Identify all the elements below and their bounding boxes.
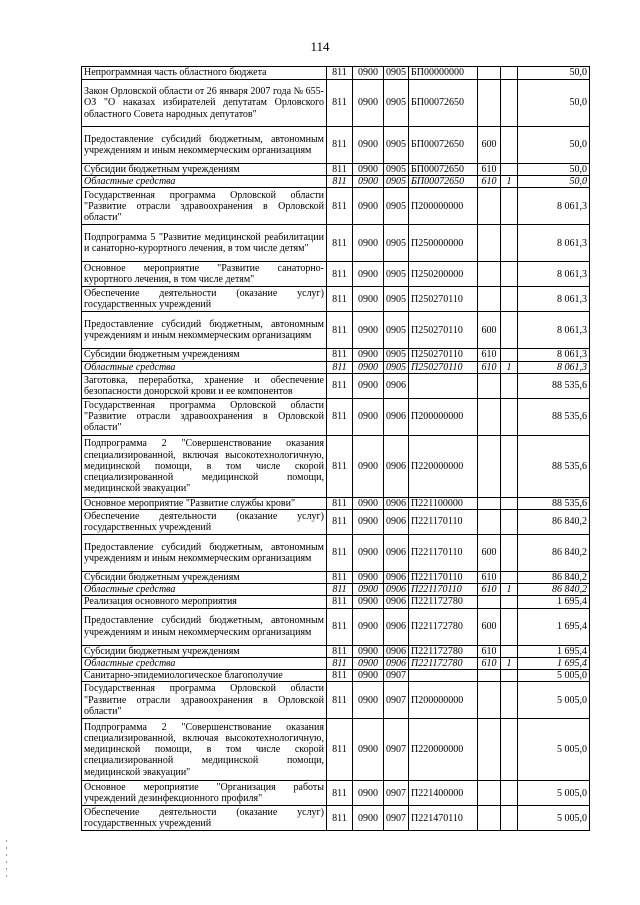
row-section-code: 0900 (353, 361, 384, 373)
row-ministry-code: 811 (327, 572, 353, 584)
row-expense-type (478, 670, 501, 682)
row-subsection-code: 0905 (384, 225, 409, 262)
row-expense-type: 610 (478, 361, 501, 373)
table-row (82, 349, 590, 361)
row-ministry-code: 811 (327, 225, 353, 262)
row-expense-type: 610 (478, 349, 501, 361)
row-ministry-code: 811 (327, 176, 353, 188)
row-subsection-code: 0905 (384, 80, 409, 127)
table-row (82, 497, 590, 509)
row-section-code: 0900 (353, 608, 384, 645)
row-subsection-code: 0905 (384, 164, 409, 176)
row-target-article: П221170110 (409, 510, 478, 535)
row-expense-type (478, 287, 501, 312)
row-subsection-code: 0905 (384, 287, 409, 312)
row-funding-source (501, 572, 518, 584)
row-name: Подпрограмма 2 "Совершенствование оказания специализированной, включая высокотехнологичную, медицинской помощи, в том числе скорой специализированной медицинской помощи, медицинской эвакуации" (82, 719, 327, 781)
table-row (82, 682, 590, 719)
row-ministry-code: 811 (327, 435, 353, 497)
row-subsection-code: 0906 (384, 657, 409, 669)
table-row (82, 188, 590, 225)
row-expense-type (478, 80, 501, 127)
row-expense-type (478, 262, 501, 287)
row-amount: 86 840,2 (518, 535, 590, 572)
row-target-article: БП00072650 (409, 127, 478, 164)
row-funding-source (501, 373, 518, 398)
row-funding-source (501, 596, 518, 608)
row-target-article: П220000000 (409, 719, 478, 781)
row-expense-type (478, 781, 501, 806)
row-expense-type: 600 (478, 608, 501, 645)
row-name: Субсидии бюджетным учреждениям (82, 164, 327, 176)
row-funding-source (501, 645, 518, 657)
table-row (82, 287, 590, 312)
row-expense-type (478, 719, 501, 781)
row-funding-source (501, 719, 518, 781)
row-ministry-code: 811 (327, 312, 353, 349)
row-section-code: 0900 (353, 127, 384, 164)
table-row (82, 510, 590, 535)
row-name: Государственная программа Орловской области "Развитие отрасли здравоохранения в Орловской области" (82, 682, 327, 719)
table-row (82, 657, 590, 669)
row-subsection-code: 0907 (384, 719, 409, 781)
table-row (82, 127, 590, 164)
table-row (82, 312, 590, 349)
row-name: Областные средства (82, 657, 327, 669)
row-funding-source: 1 (501, 584, 518, 596)
row-ministry-code: 811 (327, 682, 353, 719)
row-funding-source (501, 510, 518, 535)
row-section-code: 0900 (353, 510, 384, 535)
row-funding-source (501, 349, 518, 361)
row-target-article: П221100000 (409, 497, 478, 509)
row-amount: 50,0 (518, 176, 590, 188)
row-expense-type (478, 373, 501, 398)
row-subsection-code: 0905 (384, 176, 409, 188)
row-target-article: П200000000 (409, 682, 478, 719)
row-ministry-code: 811 (327, 287, 353, 312)
row-funding-source (501, 67, 518, 80)
table-row (82, 608, 590, 645)
row-section-code: 0900 (353, 596, 384, 608)
row-ministry-code: 811 (327, 67, 353, 80)
row-name: Санитарно-эпидемиологическое благополучие (82, 670, 327, 682)
page-number: 114 (310, 39, 330, 54)
row-expense-type: 610 (478, 572, 501, 584)
row-target-article: П221170110 (409, 572, 478, 584)
row-ministry-code: 811 (327, 596, 353, 608)
row-amount: 50,0 (518, 164, 590, 176)
row-target-article: П221400000 (409, 781, 478, 806)
row-subsection-code: 0905 (384, 361, 409, 373)
table-row (82, 262, 590, 287)
row-name: Обеспечение деятельности (оказание услуг) государственных учреждений (82, 510, 327, 535)
row-name: Обеспечение деятельности (оказание услуг) государственных учреждений (82, 287, 327, 312)
table-row (82, 225, 590, 262)
row-target-article: П250270110 (409, 287, 478, 312)
row-subsection-code: 0907 (384, 682, 409, 719)
row-ministry-code: 811 (327, 781, 353, 806)
row-expense-type: 610 (478, 164, 501, 176)
row-funding-source (501, 188, 518, 225)
row-section-code: 0900 (353, 349, 384, 361)
row-target-article: П221170110 (409, 535, 478, 572)
table-row (82, 373, 590, 398)
row-subsection-code: 0906 (384, 435, 409, 497)
row-target-article: П250270110 (409, 349, 478, 361)
row-ministry-code: 811 (327, 127, 353, 164)
row-ministry-code: 811 (327, 497, 353, 509)
row-name: Подпрограмма 5 "Развитие медицинской реабилитации и санаторно-курортного лечения, в том числе детям" (82, 225, 327, 262)
row-section-code: 0900 (353, 435, 384, 497)
row-expense-type: 610 (478, 584, 501, 596)
table-row (82, 398, 590, 435)
row-ministry-code: 811 (327, 188, 353, 225)
row-subsection-code: 0906 (384, 510, 409, 535)
table-row (82, 670, 590, 682)
table-row (82, 781, 590, 806)
row-subsection-code: 0907 (384, 781, 409, 806)
row-target-article: П250200000 (409, 262, 478, 287)
table-row (82, 584, 590, 596)
row-target-article: П250270110 (409, 361, 478, 373)
row-amount: 50,0 (518, 127, 590, 164)
row-subsection-code: 0906 (384, 572, 409, 584)
row-amount: 5 005,0 (518, 682, 590, 719)
row-target-article: БП00072650 (409, 80, 478, 127)
row-target-article: БП00000000 (409, 67, 478, 80)
row-ministry-code: 811 (327, 349, 353, 361)
row-section-code: 0900 (353, 572, 384, 584)
row-expense-type (478, 510, 501, 535)
row-amount: 88 535,6 (518, 497, 590, 509)
table-row (82, 67, 590, 80)
row-funding-source: 1 (501, 176, 518, 188)
row-section-code: 0900 (353, 225, 384, 262)
row-ministry-code: 811 (327, 80, 353, 127)
row-target-article: П200000000 (409, 398, 478, 435)
row-amount: 8 061,3 (518, 225, 590, 262)
row-amount: 86 840,2 (518, 510, 590, 535)
table-row (82, 806, 590, 831)
row-target-article (409, 670, 478, 682)
row-amount: 86 840,2 (518, 572, 590, 584)
row-amount: 5 005,0 (518, 719, 590, 781)
row-amount: 1 695,4 (518, 645, 590, 657)
row-name: Областные средства (82, 176, 327, 188)
table-row (82, 164, 590, 176)
row-name: Субсидии бюджетным учреждениям (82, 572, 327, 584)
row-name: Реализация основного мероприятия (82, 596, 327, 608)
row-name: Обеспечение деятельности (оказание услуг) государственных учреждений (82, 806, 327, 831)
row-target-article: П221172780 (409, 657, 478, 669)
row-ministry-code: 811 (327, 164, 353, 176)
row-section-code: 0900 (353, 719, 384, 781)
row-name: Основное мероприятие "Организация работы учреждений дезинфекционного профиля" (82, 781, 327, 806)
row-section-code: 0900 (353, 806, 384, 831)
row-target-article: П221470110 (409, 806, 478, 831)
row-subsection-code: 0906 (384, 584, 409, 596)
row-name: Предоставление субсидий бюджетным, автономным учреждениям и иным некоммерческим организациям (82, 312, 327, 349)
row-section-code: 0900 (353, 781, 384, 806)
row-ministry-code: 811 (327, 535, 353, 572)
table-row (82, 645, 590, 657)
row-section-code: 0900 (353, 657, 384, 669)
row-ministry-code: 811 (327, 719, 353, 781)
row-ministry-code: 811 (327, 657, 353, 669)
row-expense-type (478, 596, 501, 608)
row-target-article: П221172780 (409, 608, 478, 645)
row-funding-source (501, 127, 518, 164)
row-name: Предоставление субсидий бюджетным, автономным учреждениям и иным некоммерческим организациям (82, 608, 327, 645)
row-section-code: 0900 (353, 312, 384, 349)
row-expense-type: 610 (478, 657, 501, 669)
table-row (82, 176, 590, 188)
row-amount: 8 061,3 (518, 349, 590, 361)
row-subsection-code: 0905 (384, 127, 409, 164)
row-subsection-code: 0905 (384, 67, 409, 80)
row-funding-source (501, 608, 518, 645)
row-ministry-code: 811 (327, 670, 353, 682)
row-target-article: БП00072650 (409, 164, 478, 176)
row-subsection-code: 0905 (384, 262, 409, 287)
row-expense-type: 600 (478, 127, 501, 164)
row-ministry-code: 811 (327, 398, 353, 435)
row-target-article (409, 373, 478, 398)
row-funding-source (501, 806, 518, 831)
row-amount: 8 061,3 (518, 361, 590, 373)
row-name: Непрограммная часть областного бюджета (82, 67, 327, 80)
row-name: Областные средства (82, 361, 327, 373)
row-name: Основное мероприятие "Развитие службы крови" (82, 497, 327, 509)
row-subsection-code: 0905 (384, 188, 409, 225)
row-expense-type: 600 (478, 535, 501, 572)
row-name: Закон Орловской области от 26 января 2007 года № 655-ОЗ "О наказах избирателей депутатам Орловского областного Совета народных депутатов" (82, 80, 327, 127)
row-section-code: 0900 (353, 67, 384, 80)
row-expense-type (478, 682, 501, 719)
row-section-code: 0900 (353, 497, 384, 509)
row-section-code: 0900 (353, 262, 384, 287)
row-name: Государственная программа Орловской области "Развитие отрасли здравоохранения в Орловской области" (82, 398, 327, 435)
row-ministry-code: 811 (327, 361, 353, 373)
row-target-article: П221172780 (409, 645, 478, 657)
row-expense-type (478, 497, 501, 509)
table-row (82, 80, 590, 127)
row-ministry-code: 811 (327, 510, 353, 535)
row-section-code: 0900 (353, 373, 384, 398)
row-target-article: П250000000 (409, 225, 478, 262)
row-amount: 8 061,3 (518, 188, 590, 225)
row-expense-type (478, 188, 501, 225)
row-funding-source (501, 287, 518, 312)
row-funding-source: 1 (501, 361, 518, 373)
row-name: Субсидии бюджетным учреждениям (82, 349, 327, 361)
row-section-code: 0900 (353, 176, 384, 188)
row-funding-source (501, 312, 518, 349)
row-expense-type (478, 67, 501, 80)
budget-table (81, 66, 590, 831)
row-section-code: 0900 (353, 188, 384, 225)
row-amount: 5 005,0 (518, 781, 590, 806)
row-subsection-code: 0906 (384, 373, 409, 398)
row-target-article: П220000000 (409, 435, 478, 497)
row-subsection-code: 0905 (384, 312, 409, 349)
table-row (82, 435, 590, 497)
row-expense-type (478, 225, 501, 262)
row-section-code: 0900 (353, 682, 384, 719)
table-row (82, 535, 590, 572)
row-ministry-code: 811 (327, 645, 353, 657)
row-amount: 88 535,6 (518, 373, 590, 398)
row-subsection-code: 0905 (384, 349, 409, 361)
row-expense-type: 600 (478, 312, 501, 349)
row-target-article: П221170110 (409, 584, 478, 596)
row-section-code: 0900 (353, 287, 384, 312)
row-funding-source (501, 682, 518, 719)
row-expense-type: 610 (478, 645, 501, 657)
row-ministry-code: 811 (327, 806, 353, 831)
row-name: Предоставление субсидий бюджетным, автономным учреждениям и иным некоммерческим организациям (82, 127, 327, 164)
row-funding-source (501, 225, 518, 262)
row-name: Субсидии бюджетным учреждениям (82, 645, 327, 657)
row-funding-source (501, 164, 518, 176)
row-name: Подпрограмма 2 "Совершенствование оказания специализированной, включая высокотехнологичную, медицинской помощи, в том числе скорой специализированной медицинской помощи, медицинской эвакуации" (82, 435, 327, 497)
row-funding-source (501, 80, 518, 127)
row-funding-source (501, 670, 518, 682)
row-amount: 8 061,3 (518, 312, 590, 349)
row-ministry-code: 811 (327, 262, 353, 287)
row-amount: 5 005,0 (518, 670, 590, 682)
row-funding-source (501, 435, 518, 497)
row-amount: 1 695,4 (518, 657, 590, 669)
row-subsection-code: 0907 (384, 806, 409, 831)
row-section-code: 0900 (353, 164, 384, 176)
row-amount: 5 005,0 (518, 806, 590, 831)
row-name: Областные средства (82, 584, 327, 596)
row-section-code: 0900 (353, 80, 384, 127)
row-section-code: 0900 (353, 398, 384, 435)
row-name: Государственная программа Орловской области "Развитие отрасли здравоохранения в Орловской области" (82, 188, 327, 225)
row-subsection-code: 0907 (384, 670, 409, 682)
table-row (82, 596, 590, 608)
row-target-article: П200000000 (409, 188, 478, 225)
row-amount: 50,0 (518, 80, 590, 127)
row-name: Заготовка, переработка, хранение и обеспечение безопасности донорской крови и ее компонентов (82, 373, 327, 398)
row-funding-source (501, 535, 518, 572)
row-funding-source (501, 398, 518, 435)
row-amount: 50,0 (518, 67, 590, 80)
row-section-code: 0900 (353, 670, 384, 682)
scan-edge-marks (6, 840, 8, 900)
row-section-code: 0900 (353, 535, 384, 572)
row-amount: 1 695,4 (518, 596, 590, 608)
table-row (82, 719, 590, 781)
row-amount: 8 061,3 (518, 262, 590, 287)
row-funding-source (501, 262, 518, 287)
row-expense-type (478, 806, 501, 831)
row-ministry-code: 811 (327, 608, 353, 645)
row-amount: 1 695,4 (518, 608, 590, 645)
row-subsection-code: 0906 (384, 535, 409, 572)
row-subsection-code: 0906 (384, 608, 409, 645)
row-section-code: 0900 (353, 645, 384, 657)
row-target-article: БП00072650 (409, 176, 478, 188)
row-funding-source: 1 (501, 657, 518, 669)
row-subsection-code: 0906 (384, 398, 409, 435)
row-amount: 8 061,3 (518, 287, 590, 312)
row-subsection-code: 0906 (384, 497, 409, 509)
row-target-article: П221172780 (409, 596, 478, 608)
row-section-code: 0900 (353, 584, 384, 596)
row-amount: 88 535,6 (518, 435, 590, 497)
table-row (82, 572, 590, 584)
row-subsection-code: 0906 (384, 645, 409, 657)
row-subsection-code: 0906 (384, 596, 409, 608)
row-name: Основное мероприятие "Развитие санаторно-курортного лечения, в том числе детям" (82, 262, 327, 287)
row-target-article: П250270110 (409, 312, 478, 349)
row-expense-type (478, 398, 501, 435)
row-name: Предоставление субсидий бюджетным, автономным учреждениям и иным некоммерческим организациям (82, 535, 327, 572)
row-funding-source (501, 497, 518, 509)
row-funding-source (501, 781, 518, 806)
row-ministry-code: 811 (327, 373, 353, 398)
table-row (82, 361, 590, 373)
row-expense-type (478, 435, 501, 497)
row-ministry-code: 811 (327, 584, 353, 596)
row-expense-type: 610 (478, 176, 501, 188)
row-amount: 88 535,6 (518, 398, 590, 435)
row-amount: 86 840,2 (518, 584, 590, 596)
